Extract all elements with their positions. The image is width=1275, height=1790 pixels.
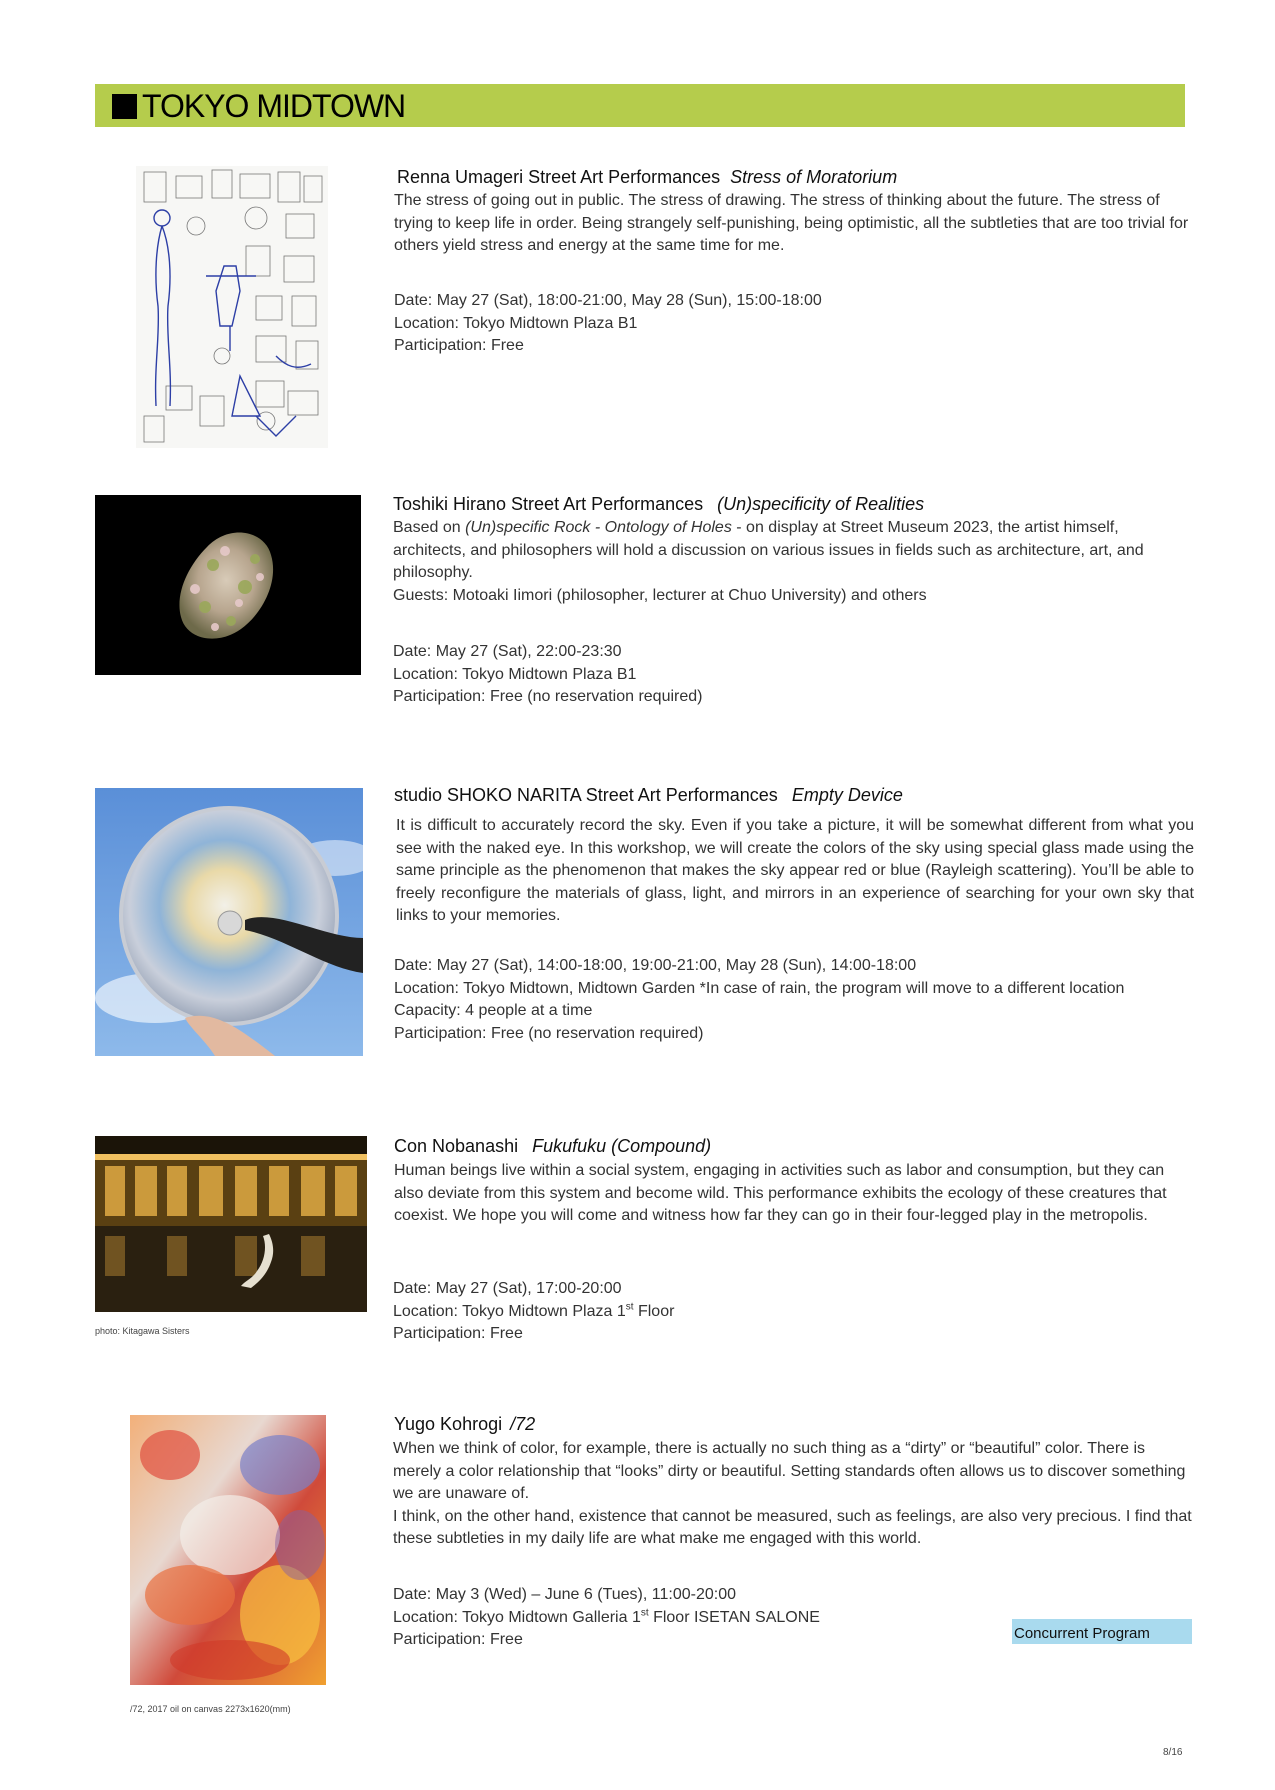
event-5-caption: /72, 2017 oil on canvas 2273x1620(mm)	[130, 1704, 291, 1714]
event-5-title	[394, 1414, 535, 1435]
event-2-guests: Guests: Motoaki Iimori (philosopher, lecturer at Chuo University) and others	[393, 586, 927, 604]
event-5-description: When we think of color, for example, there is actually no such thing as a “dirty” or “beautiful” color. There is merely a color relationship that “looks” dirty or beautiful. Setting standards often allows us to discover something we are unaware of. I think, on the other hand, existence that cannot be measured, such as feelings, are also very precious. I find that these subtleties in my daily life are what make me engaged with this world.	[393, 1440, 1192, 1547]
event-5-artist: Yugo Kohrogi	[394, 1414, 503, 1434]
event-5-details	[393, 1584, 820, 1652]
event-2-title	[393, 494, 924, 515]
event-3-date: Date: May 27 (Sat), 14:00-18:00, 19:00-21:00, May 28 (Sun), 14:00-18:00	[394, 957, 917, 974]
event-4-participation: Participation: Free	[393, 1325, 523, 1342]
event-1-description: The stress of going out in public. The stress of drawing. The stress of thinking about the future. The stress of trying to keep life in order. Being strangely self-punishing, being optimistic, all the subtleties that are too trivial for others yield stress and energy at the same time for me.	[394, 192, 1189, 254]
event-2-details	[393, 641, 702, 709]
event-3-image	[95, 788, 363, 1056]
concurrent-program-badge: Concurrent Program	[1012, 1619, 1192, 1644]
event-3-artist: studio SHOKO NARITA Street Art Performances	[394, 785, 778, 805]
event-4-photo-credit: photo: Kitagawa Sisters	[95, 1326, 190, 1336]
event-4-date: Date: May 27 (Sat), 17:00-20:00	[393, 1280, 622, 1297]
event-2-participation: Participation: Free (no reservation required)	[393, 688, 703, 705]
event-4-artist: Con Nobanashi	[394, 1136, 519, 1156]
event-3-location: Location: Tokyo Midtown, Midtown Garden *In case of rain, the program will move to a different location	[394, 979, 1125, 997]
event-5-image	[130, 1415, 326, 1685]
event-4-description: Human beings live within a social system, engaging in activities such as labor and consumption, but they can also deviate from this system and become wild. This performance exhibits the ecology of these creatures that coexist. We hope you will come and witness how far they can go in their four-legged play in the metropolis.	[394, 1162, 1167, 1224]
event-1-participation: Participation: Free	[394, 337, 524, 354]
event-4-title	[394, 1136, 711, 1157]
page-number: 8/16	[1163, 1747, 1183, 1758]
event-3-capacity: Capacity: 4 people at a time	[394, 1002, 593, 1019]
event-1-image	[136, 166, 328, 448]
event-1-title	[397, 167, 897, 188]
event-5-location: Location: Tokyo Midtown Galleria 1st Floor ISETAN SALONE	[393, 1607, 820, 1626]
event-1-location: Location: Tokyo Midtown Plaza B1	[394, 314, 638, 332]
event-4-location: Location: Tokyo Midtown Plaza 1st Floor	[393, 1301, 675, 1320]
event-2-date: Date: May 27 (Sat), 22:00-23:30	[393, 643, 622, 660]
event-2-artist: Toshiki Hirano Street Art Performances	[393, 494, 704, 514]
event-5-work: /72	[510, 1414, 536, 1434]
event-3-participation: Participation: Free (no reservation required)	[394, 1024, 704, 1042]
event-2-description: Based on (Un)specific Rock - Ontology of Holes - on display at Street Museum 2023, the artist himself, architects, and philosophers will hold a discussion on various issues in fields such as architecture, art, and philosophy. Guests: Motoaki Iimori (philosopher, lecturer at Chuo University) and others	[393, 517, 1193, 607]
event-1-date: Date: May 27 (Sat), 18:00-21:00, May 28 (Sun), 15:00-18:00	[394, 292, 822, 309]
event-2-work: (Un)specificity of Realities	[717, 494, 925, 514]
event-3-work: Empty Device	[791, 785, 903, 805]
event-3-title	[394, 785, 903, 806]
event-1-work: Stress of Moratorium	[730, 167, 898, 187]
event-3-details	[394, 955, 1124, 1045]
event-4-work: Fukufuku (Compound)	[532, 1136, 712, 1156]
event-1-artist: Renna Umageri Street Art Performances	[397, 167, 721, 187]
section-header	[95, 84, 1185, 127]
header-square-icon	[112, 94, 137, 119]
event-5-date: Date: May 3 (Wed) – June 6 (Tues), 11:00-20:00	[393, 1586, 736, 1603]
event-4-details	[393, 1278, 674, 1346]
event-1-details	[394, 290, 822, 358]
event-2-location: Location: Tokyo Midtown Plaza B1	[393, 665, 637, 683]
event-2-image	[95, 495, 361, 675]
event-4-image	[95, 1136, 367, 1312]
section-title: TOKYO MIDTOWN	[142, 88, 406, 124]
event-3-description: It is difficult to accurately record the sky. Even if you take a picture, it will be somewhat different from what you see with the naked eye. In this workshop, we will create the colors of the sky using special glass made using the same principle as the phenomenon that makes the sky appear red or blue (Rayleigh scattering). You’ll be able to freely reconfigure the materials of glass, light, and mirrors in an experience of searching for your own sky that links to your memories.	[396, 817, 1194, 924]
event-5-participation: Participation: Free	[393, 1631, 523, 1648]
